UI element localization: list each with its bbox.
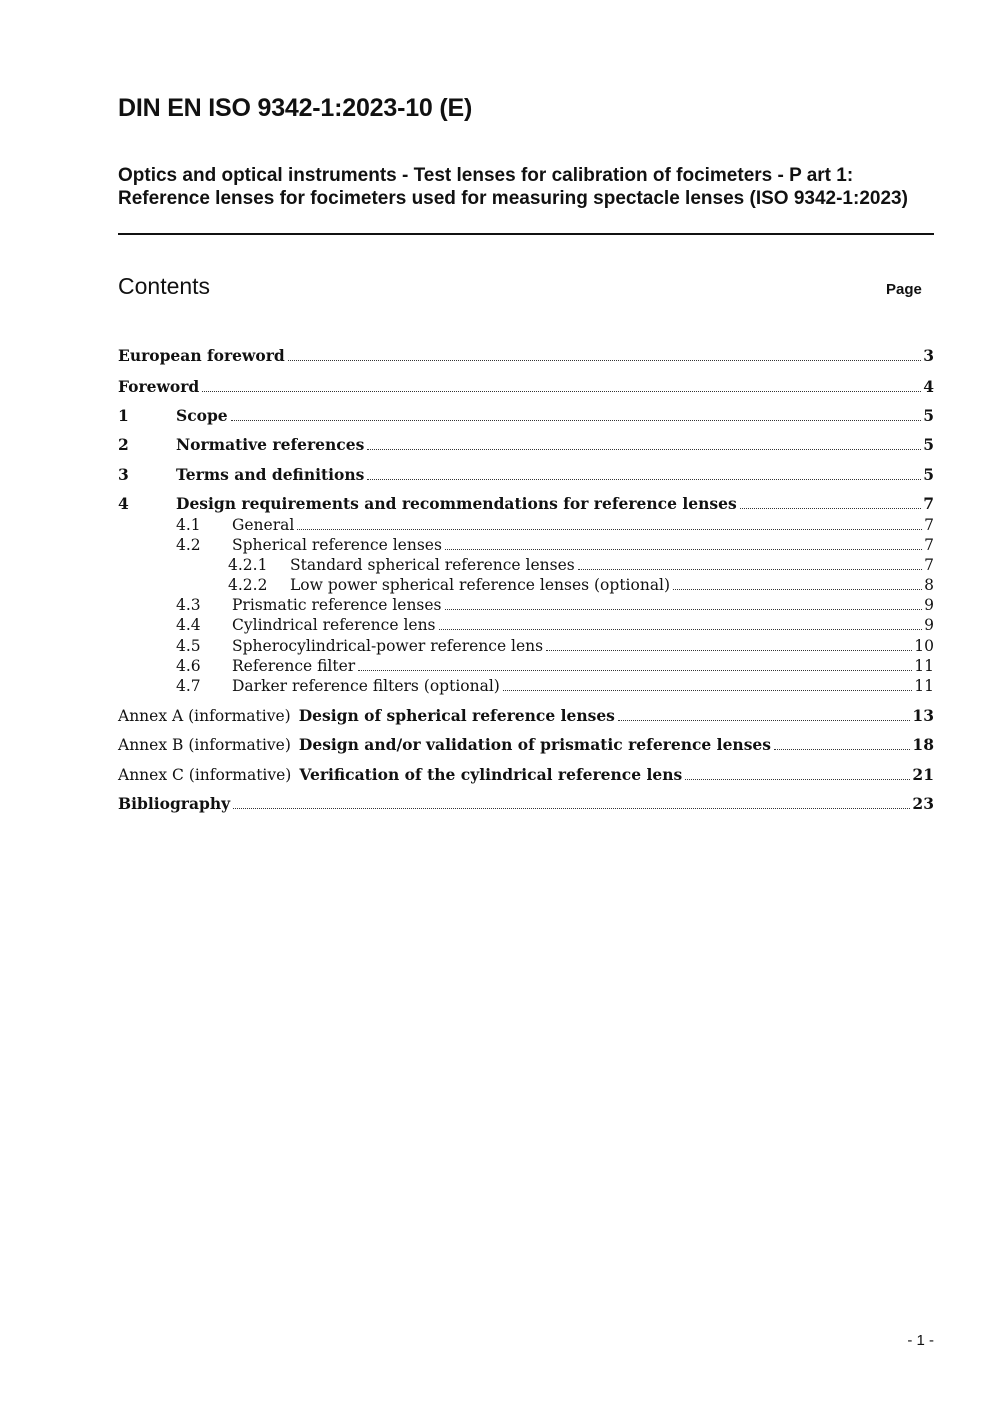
document-title: DIN EN ISO 9342-1:2023-10 (E) (118, 94, 473, 122)
toc-entry-label: Terms and definitions (176, 465, 365, 484)
toc-entry-number: 4 (118, 494, 129, 513)
toc-annex-prefix: Annex B (informative) (118, 736, 291, 754)
toc-leader-dots (358, 670, 912, 671)
toc-entry-label: Prismatic reference lenses (232, 596, 442, 614)
toc-entry-label: Spherical reference lenses (232, 536, 442, 554)
toc-entry-label: Design of spherical reference lenses (298, 706, 615, 725)
toc-entry-label: Spherocylindrical-power reference lens (232, 637, 544, 655)
toc-entry-darker-reference-filters[interactable] (118, 676, 934, 696)
toc-entry-page: 11 (914, 677, 934, 695)
toc-entry-number: 4.6 (176, 657, 201, 675)
toc-leader-dots (233, 808, 910, 809)
toc-entry-label: Reference filter (232, 657, 356, 675)
toc-entry-label: Foreword (118, 377, 200, 396)
toc-entry-number: 4.2 (176, 536, 201, 554)
toc-entry-spherical-reference-lenses[interactable] (118, 535, 934, 555)
toc-entry-number: 4.2.1 (228, 556, 268, 574)
toc-entry-label: European foreword (118, 346, 285, 365)
toc-entry-page: 8 (924, 576, 934, 594)
toc-leader-dots (367, 479, 921, 480)
toc-leader-dots (445, 609, 923, 610)
toc-entry-label: Design requirements and recommendations for reference lenses (176, 494, 737, 513)
toc-entry-number: 4.3 (176, 596, 201, 614)
toc-entry-page: 5 (923, 406, 934, 425)
toc-entry-page: 9 (924, 596, 934, 614)
toc-entry-general[interactable] (118, 515, 934, 535)
toc-entry-page: 3 (923, 346, 934, 365)
toc-leader-dots (367, 449, 921, 450)
toc-entry-page: 5 (923, 435, 934, 454)
toc-entry-page: 23 (912, 794, 934, 813)
toc-entry-label: Scope (176, 406, 228, 425)
toc-entry-annex-a[interactable] (118, 706, 934, 726)
toc-leader-dots (618, 720, 911, 721)
toc-leader-dots (297, 529, 922, 530)
toc-entry-standard-spherical[interactable] (118, 555, 934, 575)
toc-entry-spherocylindrical-power[interactable] (118, 636, 934, 656)
toc-leader-dots (578, 569, 922, 570)
toc-entry-label: Design and/or validation of prismatic reference lenses (298, 735, 772, 754)
toc-leader-dots (231, 420, 922, 421)
toc-entry-page: 7 (924, 516, 934, 534)
toc-leader-dots (202, 391, 921, 392)
toc-entry-label: Low power spherical reference lenses (optional) (290, 576, 671, 594)
contents-heading: Contents (118, 273, 211, 299)
document-subtitle: Optics and optical instruments - Test lenses for calibration of focimeters - P art 1: Reference lenses for focimeters used for measuring spectacle lenses (ISO 9342-1:2023) (118, 165, 908, 209)
toc-entry-scope[interactable] (118, 406, 934, 426)
toc-entry-label: Normative references (176, 435, 365, 454)
toc-entry-number: 4.1 (176, 516, 201, 534)
toc-entry-number: 4.2.2 (228, 576, 268, 594)
toc-leader-dots (503, 690, 912, 691)
toc-leader-dots (439, 629, 923, 630)
toc-leader-dots (685, 779, 910, 780)
toc-leader-dots (774, 749, 910, 750)
toc-entry-page: 9 (924, 616, 934, 634)
toc-entry-page: 4 (923, 377, 934, 396)
table-of-contents (118, 0, 934, 1403)
toc-entry-page: 7 (924, 556, 934, 574)
toc-entry-number: 4.4 (176, 616, 201, 634)
toc-annex-prefix: Annex C (informative) (118, 766, 292, 784)
toc-entry-number: 1 (118, 406, 129, 425)
toc-entry-number: 4.7 (176, 677, 201, 695)
toc-entry-number: 2 (118, 435, 129, 454)
toc-entry-page: 21 (912, 765, 934, 784)
toc-entry-number: 4.5 (176, 637, 201, 655)
toc-leader-dots (673, 589, 922, 590)
toc-entry-normative-references[interactable] (118, 435, 934, 455)
toc-entry-label: General (232, 516, 295, 534)
toc-entry-european-foreword[interactable] (118, 346, 934, 366)
toc-entry-page: 5 (923, 465, 934, 484)
toc-entry-label: Bibliography (118, 794, 231, 813)
page-number: - 1 - (907, 1332, 934, 1349)
toc-entry-design-requirements[interactable] (118, 494, 934, 514)
toc-entry-foreword[interactable] (118, 377, 934, 397)
toc-entry-low-power-spherical[interactable] (118, 575, 934, 595)
toc-entry-label: Darker reference filters (optional) (232, 677, 500, 695)
toc-entry-page: 10 (914, 637, 934, 655)
toc-leader-dots (546, 650, 912, 651)
toc-entry-label: Verification of the cylindrical reference lens (299, 765, 683, 784)
toc-entry-bibliography[interactable] (118, 794, 934, 814)
toc-leader-dots (288, 360, 921, 361)
toc-entry-page: 18 (912, 735, 934, 754)
toc-entry-annex-b[interactable] (118, 735, 934, 755)
toc-annex-prefix: Annex A (informative) (118, 707, 291, 725)
toc-entry-terms-and-definitions[interactable] (118, 465, 934, 485)
toc-entry-page: 11 (914, 657, 934, 675)
toc-entry-prismatic-reference-lenses[interactable] (118, 595, 934, 615)
toc-entry-page: 7 (924, 536, 934, 554)
toc-entry-page: 13 (912, 706, 934, 725)
toc-entry-cylindrical-reference-lens[interactable] (118, 615, 934, 635)
toc-entry-annex-c[interactable] (118, 765, 934, 785)
toc-leader-dots (740, 508, 922, 509)
page-column-label: Page (886, 281, 922, 298)
toc-entry-reference-filter[interactable] (118, 656, 934, 676)
toc-entry-page: 7 (923, 494, 934, 513)
toc-entry-label: Standard spherical reference lenses (290, 556, 575, 574)
toc-entry-number: 3 (118, 465, 129, 484)
toc-leader-dots (445, 549, 922, 550)
toc-entry-label: Cylindrical reference lens (232, 616, 436, 634)
